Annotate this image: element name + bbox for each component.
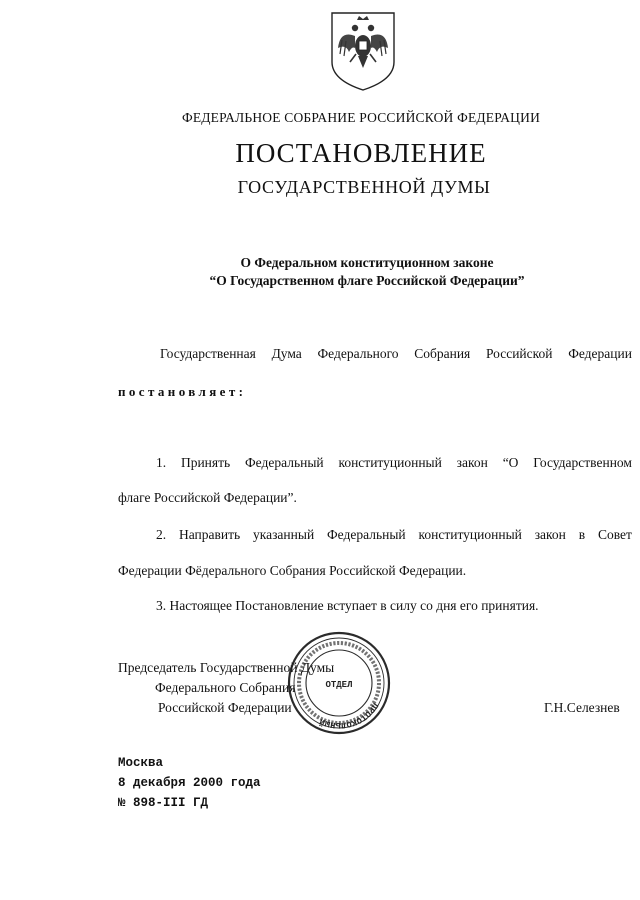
point-2-line-2: Федерации Фёдерального Собрания Российской Федерации. xyxy=(118,563,467,578)
point-word: закон xyxy=(534,527,566,542)
decrees-word: постановляет: xyxy=(118,384,247,399)
signatory-title-line-3: Российской Федерации xyxy=(158,700,292,715)
intro-word: Федерального xyxy=(317,346,399,361)
seal-center-text: ОТДЕЛ xyxy=(325,680,353,690)
seal-ring-text: ПРОТОКОЛЬНЫЙ xyxy=(318,700,381,731)
intro-word: Собрания xyxy=(414,346,471,361)
document-date: 8 декабря 2000 года xyxy=(118,776,261,790)
intro-word: Российской xyxy=(485,346,553,361)
intro-word: Государственная xyxy=(160,346,256,361)
city: Москва xyxy=(118,756,164,770)
subject-line-2: “О Государственном флаге Российской Федерации” xyxy=(209,273,525,288)
point-word: Направить xyxy=(178,527,241,542)
official-seal-stamp xyxy=(286,630,392,736)
point-word: Государственном xyxy=(533,455,632,470)
point-word: Совет xyxy=(597,527,632,542)
point-word: указанный xyxy=(253,527,315,542)
point-1-line-2: флаге Российской Федерации”. xyxy=(118,490,297,505)
point-word: конституционный xyxy=(418,527,522,542)
document-title: ПОСТАНОВЛЕНИЕ xyxy=(235,138,487,168)
point-word: Федеральный xyxy=(245,455,324,470)
point-word: 1. xyxy=(156,455,167,470)
intro-line xyxy=(160,346,632,362)
point-word: в xyxy=(578,527,586,542)
point-3: 3. Настоящее Постановление вступает в силу со дня его принятия. xyxy=(156,598,539,613)
point-word: Принять xyxy=(180,455,231,470)
subject-line-1: О Федеральном конституционном законе xyxy=(240,255,494,270)
point-word: 2. xyxy=(156,527,167,542)
point-2-line-1 xyxy=(156,527,632,543)
point-word: конституционный xyxy=(338,455,442,470)
point-word: “О xyxy=(502,455,519,470)
document-subtitle: ГОСУДАРСТВЕННОЙ ДУМЫ xyxy=(237,177,491,197)
intro-word: Дума xyxy=(271,346,302,361)
intro-word: Федерации xyxy=(568,346,632,361)
point-1-line-1 xyxy=(156,455,632,471)
document-number: № 898-III ГД xyxy=(118,796,209,810)
organization-header: ФЕДЕРАЛЬНОЕ СОБРАНИЕ РОССИЙСКОЙ ФЕДЕРАЦИИ xyxy=(181,110,541,125)
signatory-title-line-1: Председатель Государственной Думы xyxy=(118,660,335,675)
coat-of-arms-icon xyxy=(328,10,398,92)
signatory-title-line-2: Федерального Собрания xyxy=(155,680,296,695)
signatory-name: Г.Н.Селезнев xyxy=(544,700,620,715)
point-word: Федеральный xyxy=(327,527,406,542)
point-word: закон xyxy=(456,455,488,470)
